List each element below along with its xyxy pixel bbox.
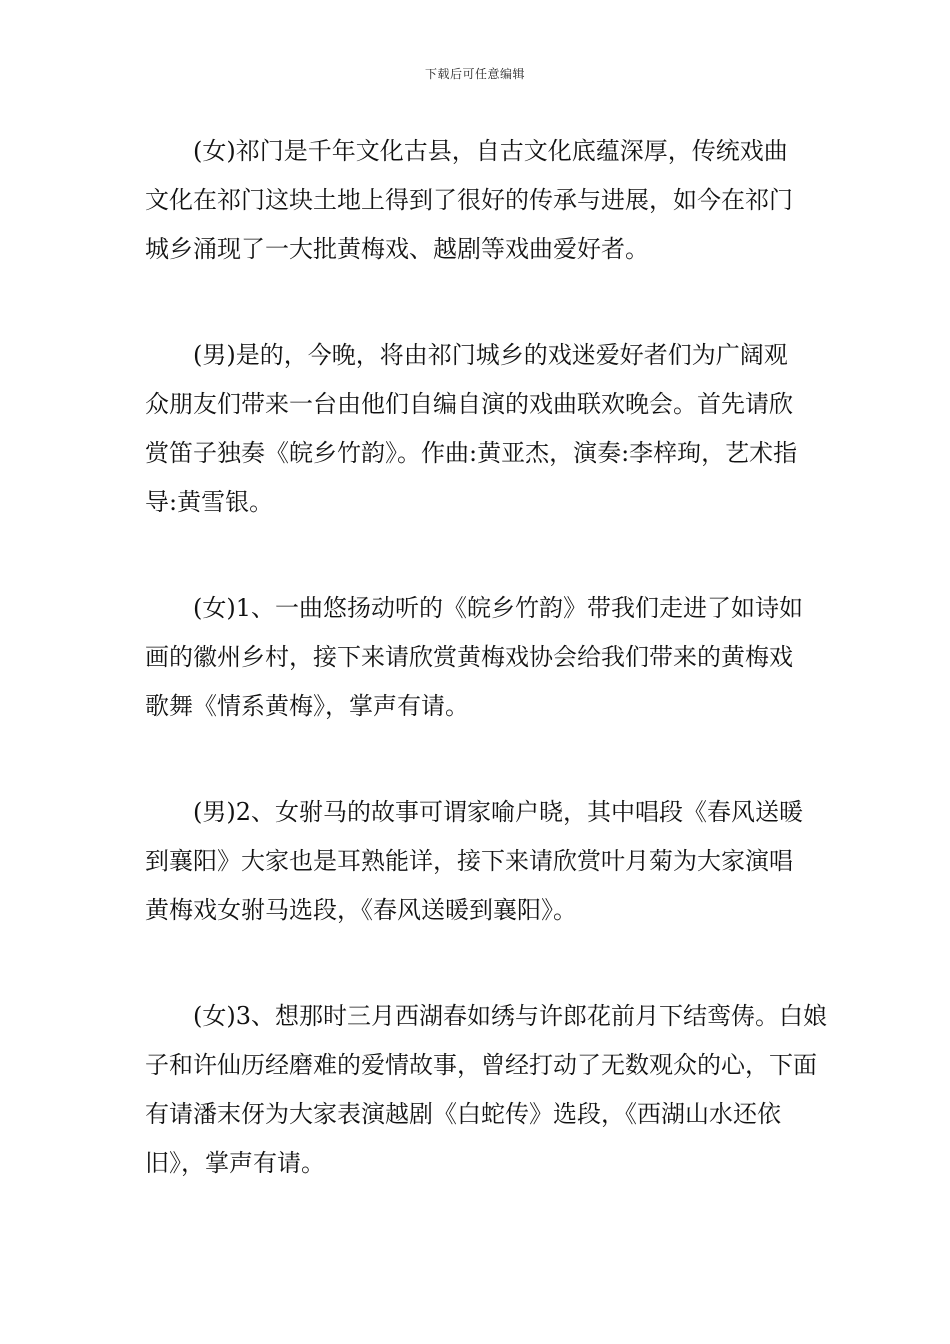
page-header: 下载后可任意编辑 <box>424 67 525 81</box>
document-body <box>145 127 835 1188</box>
paragraph-1: (女)祁门是千年文化古县，自古文化底蕴深厚，传统戏曲文化在祁门这块土地上得到了很好的传承与进展，如今在祁门城乡涌现了一大批黄梅戏、越剧等戏曲爱好者。 <box>145 137 793 263</box>
paragraph-2: (男)是的，今晚，将由祁门城乡的戏迷爱好者们为广阔观众朋友们带来一台由他们自编自演的戏曲联欢晚会。首先请欣赏笛子独奏《皖乡竹韵》。作曲:黄亚杰，演奏:李梓珣，艺术指导:黄雪银。 <box>145 341 798 516</box>
paragraph-4: (男)2、女驸马的故事可谓家喻户晓，其中唱段《春风送暖到襄阳》大家也是耳熟能详，接下来请欣赏叶月菊为大家演唱黄梅戏女驸马选段，《春风送暖到襄阳》。 <box>145 798 803 924</box>
paragraph-5: (女)3、想那时三月西湖春如绣与许郎花前月下结鸾俦。白娘子和许仙历经磨难的爱情故事，曾经打动了无数观众的心，下面有请潘末伢为大家表演越剧《白蛇传》选段，《西湖山水还依旧》，掌声有请。 <box>145 1002 827 1177</box>
paragraph-3: (女)1、一曲悠扬动听的《皖乡竹韵》带我们走进了如诗如画的徽州乡村，接下来请欣赏黄梅戏协会给我们带来的黄梅戏歌舞《情系黄梅》，掌声有请。 <box>145 594 803 720</box>
